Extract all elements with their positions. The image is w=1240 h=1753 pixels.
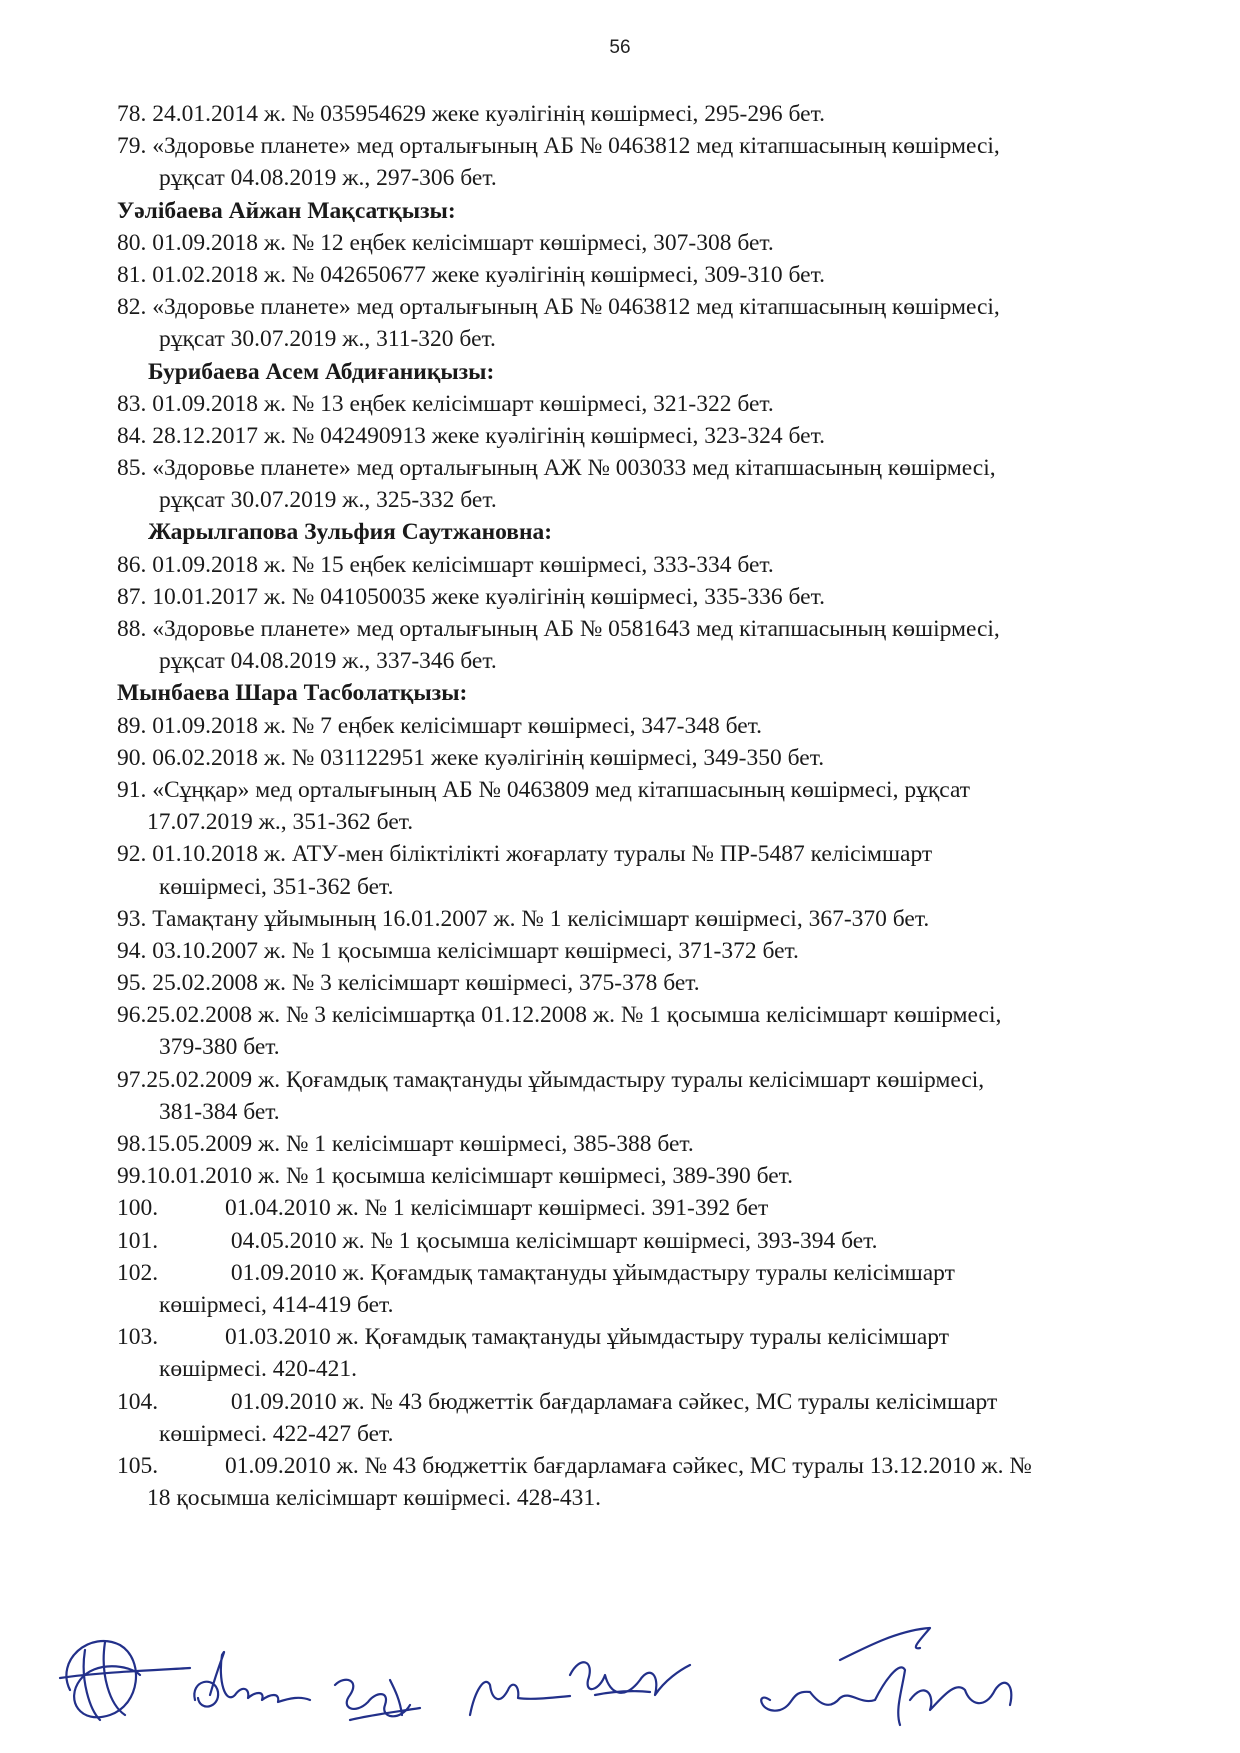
- list-item-continuation: көшірмесі, 351-362 бет.: [159, 873, 394, 900]
- list-item-continuation: 379-380 бет.: [159, 1034, 280, 1061]
- person-heading: Бурибаева Асем Абдиғаниқызы:: [148, 358, 495, 385]
- list-item: 88. «Здоровье планете» мед орталығының АБ № 0581643 мед кітапшасының көшірмесі,: [117, 616, 1000, 642]
- list-item: [117, 1386, 1207, 1418]
- list-item: 84. 28.12.2017 ж. № 042490913 жеке куәлігінің көшірмесі, 323-324 бет.: [117, 422, 825, 449]
- person-heading: Мынбаева Шара Тасболатқызы:: [117, 680, 468, 707]
- list-item-continuation: көшірмесі. 422-427 бет.: [159, 1420, 394, 1447]
- list-item-number: 101.: [117, 1227, 159, 1254]
- list-item-number: 103.: [117, 1324, 159, 1351]
- signature-4: [470, 1662, 690, 1715]
- list-item: 86. 01.09.2018 ж. № 15 еңбек келісімшарт көшірмесі, 333-334 бет.: [117, 551, 774, 578]
- list-item: 98.15.05.2009 ж. № 1 келісімшарт көшірмесі, 385-388 бет.: [117, 1131, 694, 1157]
- list-item: [117, 1192, 1207, 1224]
- list-item-continuation: 18 қосымша келісімшарт көшірмесі. 428-431.: [147, 1485, 602, 1512]
- list-item-number: 102.: [117, 1259, 159, 1286]
- list-item-continuation: көшірмесі, 414-419 бет.: [159, 1291, 394, 1318]
- list-item: 94. 03.10.2007 ж. № 1 қосымша келісімшарт көшірмесі, 371-372 бет.: [117, 937, 799, 964]
- list-item-number: 104.: [117, 1388, 159, 1415]
- list-item: 79. «Здоровье планете» мед орталығының АБ № 0463812 мед кітапшасының көшірмесі,: [117, 133, 1000, 160]
- list-item: 89. 01.09.2018 ж. № 7 еңбек келісімшарт көшірмесі, 347-348 бет.: [117, 712, 763, 739]
- list-item-continuation: 381-384 бет.: [159, 1098, 280, 1125]
- person-heading: Уәлібаева Айжан Мақсатқызы:: [117, 197, 456, 224]
- list-item: [117, 1257, 1207, 1289]
- list-item: [117, 1450, 1207, 1482]
- list-item: 81. 01.02.2018 ж. № 042650677 жеке куәлігінің көшірмесі, 309-310 бет.: [117, 261, 825, 288]
- list-item-text: 01.09.2010 ж. № 43 бюджеттік бағдарламаға сәйкес, МС туралы келісімшарт: [225, 1388, 998, 1415]
- list-item: 78. 24.01.2014 ж. № 035954629 жеке куәлігінің көшірмесі, 295-296 бет.: [117, 101, 825, 127]
- list-item-number: 105.: [117, 1452, 159, 1479]
- list-item: [117, 1321, 1207, 1353]
- list-item: [117, 1225, 1207, 1257]
- list-item: 83. 01.09.2018 ж. № 13 еңбек келісімшарт көшірмесі, 321-322 бет.: [117, 390, 774, 417]
- document-body: [117, 98, 1207, 1514]
- person-heading: Жарылгапова Зульфия Саутжановна:: [148, 519, 553, 546]
- signatures-image: [50, 1620, 1190, 1740]
- signature-3: [335, 1680, 420, 1720]
- list-item: 92. 01.10.2018 ж. АТУ-мен біліктілікті жоғарлату туралы № ПР-5487 келісімшарт: [117, 841, 933, 868]
- list-item: 99.10.01.2010 ж. № 1 қосымша келісімшарт көшірмесі, 389-390 бет.: [117, 1163, 794, 1190]
- list-item: 80. 01.09.2018 ж. № 12 еңбек келісімшарт көшірмесі, 307-308 бет.: [117, 229, 774, 256]
- list-item-continuation: рұқсат 30.07.2019 ж., 325-332 бет.: [159, 487, 497, 514]
- list-item: 97.25.02.2009 ж. Қоғамдық тамақтануды ұйымдастыру туралы келісімшарт көшірмесі,: [117, 1066, 985, 1093]
- list-item-continuation: көшірмесі. 420-421.: [159, 1356, 357, 1383]
- list-item: 96.25.02.2008 ж. № 3 келісімшартқа 01.12.2008 ж. № 1 қосымша келісімшарт көшірмесі,: [117, 1002, 1002, 1029]
- list-item-number: 100.: [117, 1195, 159, 1222]
- list-item: 82. «Здоровье планете» мед орталығының АБ № 0463812 мед кітапшасының көшірмесі,: [117, 294, 1000, 321]
- signature-2: [194, 1652, 310, 1707]
- list-item: 93. Тамақтану ұйымының 16.01.2007 ж. № 1 келісімшарт көшірмесі, 367-370 бет.: [117, 905, 930, 932]
- list-item-text: 01.03.2010 ж. Қоғамдық тамақтануды ұйымдастыру туралы келісімшарт: [225, 1324, 950, 1351]
- signature-1: [60, 1641, 190, 1720]
- list-item: 85. «Здоровье планете» мед орталығының АЖ № 003033 мед кітапшасының көшірмесі,: [117, 455, 996, 482]
- signature-row: [50, 1620, 1190, 1740]
- list-item: 91. «Сұңқар» мед орталығының АБ № 0463809 мед кітапшасының көшірмесі, рұқсат: [117, 776, 971, 803]
- list-item-continuation: рұқсат 04.08.2019 ж., 337-346 бет.: [159, 648, 497, 675]
- list-item: 90. 06.02.2018 ж. № 031122951 жеке куәлігінің көшірмесі, 349-350 бет.: [117, 744, 825, 771]
- page-number: 56: [609, 37, 631, 58]
- list-item-continuation: рұқсат 04.08.2019 ж., 297-306 бет.: [159, 165, 497, 192]
- list-item-text: 01.09.2010 ж. Қоғамдық тамақтануды ұйымдастыру туралы келісімшарт: [225, 1259, 955, 1286]
- list-item: 95. 25.02.2008 ж. № 3 келісімшарт көшірмесі, 375-378 бет.: [117, 970, 700, 997]
- list-item-text: 01.04.2010 ж. № 1 келісімшарт көшірмесі. 391-392 бет: [225, 1195, 769, 1222]
- list-item-text: 01.09.2010 ж. № 43 бюджеттік бағдарламаға сәйкес, МС туралы 13.12.2010 ж. №: [225, 1452, 1032, 1479]
- signature-5: [761, 1628, 1011, 1725]
- list-item-continuation: 17.07.2019 ж., 351-362 бет.: [147, 809, 414, 836]
- list-item-text: 04.05.2010 ж. № 1 қосымша келісімшарт көшірмесі, 393-394 бет.: [225, 1227, 878, 1254]
- list-item: 87. 10.01.2017 ж. № 041050035 жеке куәлігінің көшірмесі, 335-336 бет.: [117, 583, 825, 610]
- list-item-continuation: рұқсат 30.07.2019 ж., 311-320 бет.: [159, 326, 496, 353]
